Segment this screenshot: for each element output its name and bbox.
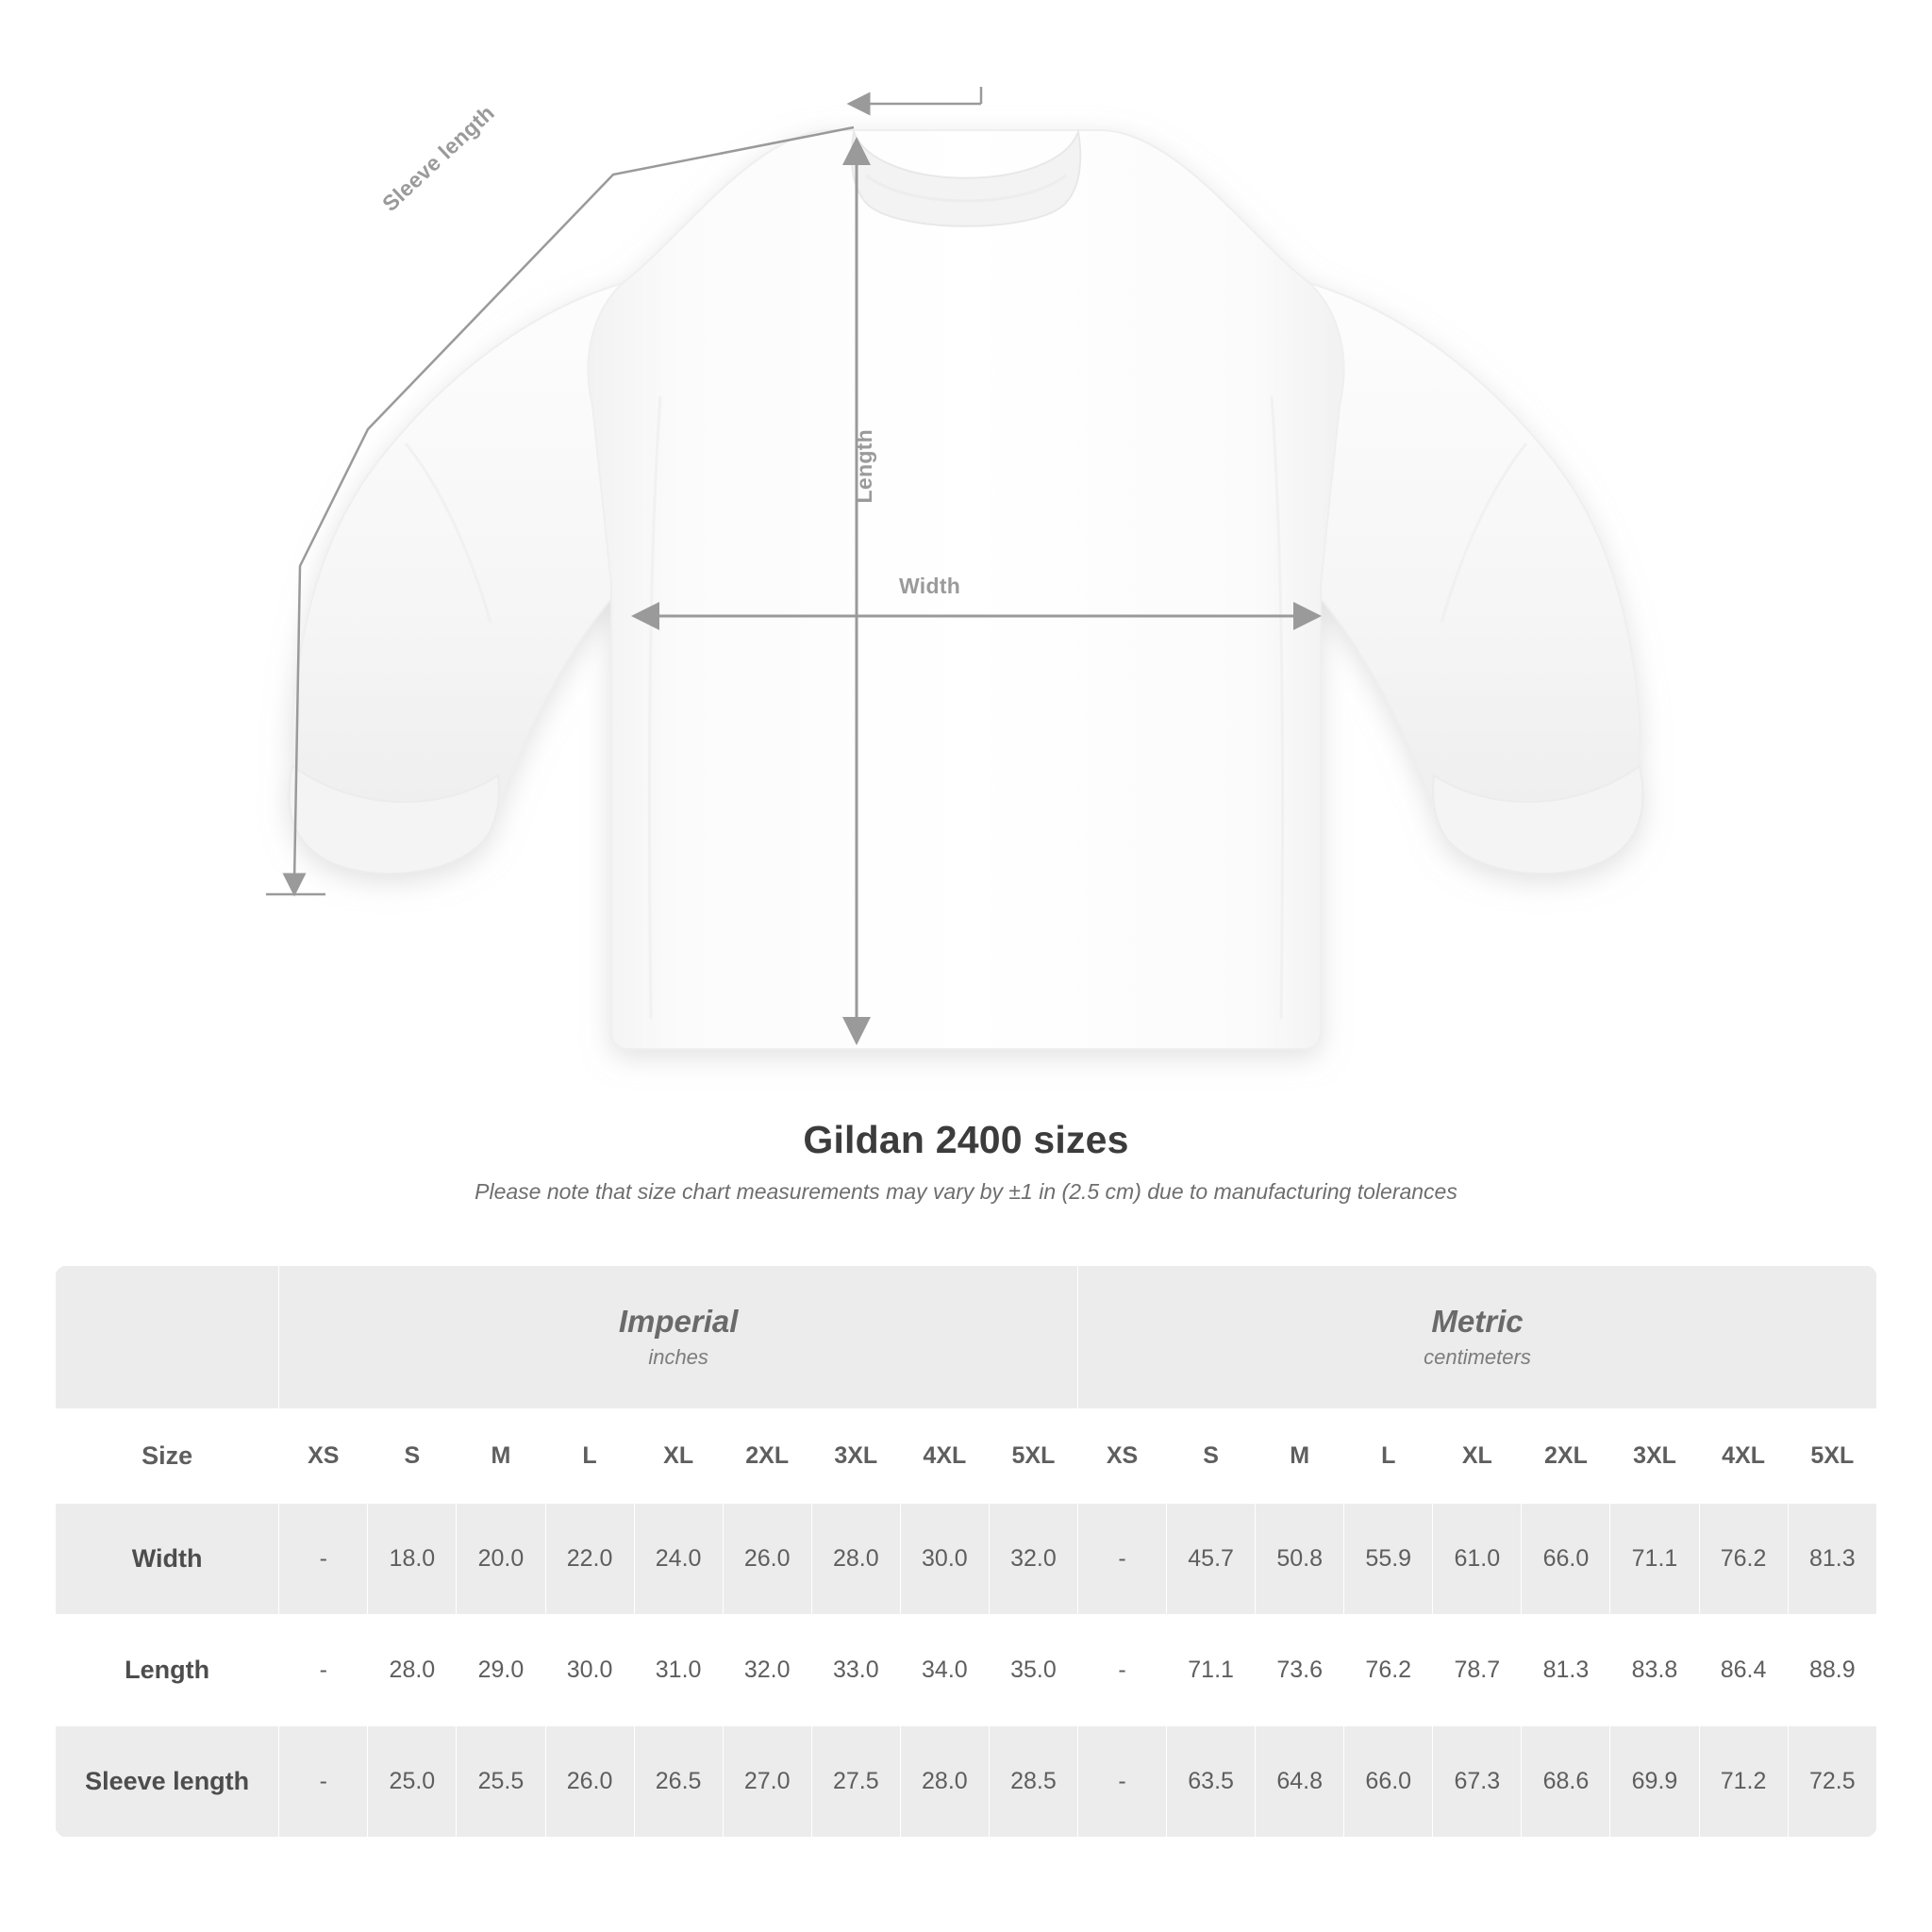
cell-width-metric-5xl: 81.3: [1788, 1504, 1876, 1615]
page-title: Gildan 2400 sizes: [803, 1118, 1129, 1161]
size-header-imperial-3xl: 3XL: [811, 1409, 900, 1504]
size-header-imperial-l: L: [545, 1409, 634, 1504]
cell-length-metric-xs: -: [1077, 1615, 1166, 1726]
unit-header-metric: [1077, 1266, 1876, 1409]
cell-sleeve-metric-xl: 67.3: [1433, 1726, 1522, 1838]
cell-length-metric-2xl: 81.3: [1522, 1615, 1610, 1726]
cell-sleeve-imperial-5xl: 28.5: [989, 1726, 1077, 1838]
row-label-length: Length: [56, 1615, 279, 1726]
size-header-metric-xs: XS: [1077, 1409, 1166, 1504]
cell-length-metric-l: 76.2: [1344, 1615, 1433, 1726]
size-header-metric-m: M: [1256, 1409, 1344, 1504]
cell-sleeve-imperial-xs: -: [279, 1726, 368, 1838]
size-header-metric-l: L: [1344, 1409, 1433, 1504]
cell-length-imperial-l: 30.0: [545, 1615, 634, 1726]
cell-sleeve-imperial-3xl: 27.5: [811, 1726, 900, 1838]
cell-sleeve-imperial-s: 25.0: [368, 1726, 457, 1838]
size-header-metric-s: S: [1167, 1409, 1256, 1504]
unit-header-spacer: [56, 1266, 279, 1409]
cell-width-imperial-s: 18.0: [368, 1504, 457, 1615]
sleeve-length-dimension-label: Sleeve length: [377, 100, 500, 217]
cell-width-metric-l: 55.9: [1344, 1504, 1433, 1615]
unit-name-imperial: Imperial: [618, 1304, 739, 1340]
cell-sleeve-metric-2xl: 68.6: [1522, 1726, 1610, 1838]
cell-length-metric-5xl: 88.9: [1788, 1615, 1876, 1726]
cell-width-imperial-5xl: 32.0: [989, 1504, 1077, 1615]
cell-sleeve-metric-m: 64.8: [1256, 1726, 1344, 1838]
cell-length-imperial-s: 28.0: [368, 1615, 457, 1726]
cell-sleeve-imperial-m: 25.5: [457, 1726, 545, 1838]
unit-name-metric: Metric: [1431, 1304, 1524, 1340]
cell-length-imperial-xl: 31.0: [634, 1615, 723, 1726]
size-header-imperial-m: M: [457, 1409, 545, 1504]
cell-sleeve-metric-s: 63.5: [1167, 1726, 1256, 1838]
size-header-metric-5xl: 5XL: [1788, 1409, 1876, 1504]
table-row: [56, 1726, 1877, 1838]
size-header-imperial-xl: XL: [634, 1409, 723, 1504]
cell-width-imperial-l: 22.0: [545, 1504, 634, 1615]
cell-sleeve-imperial-xl: 26.5: [634, 1726, 723, 1838]
cell-sleeve-metric-3xl: 69.9: [1610, 1726, 1699, 1838]
unit-header-row: [56, 1266, 1877, 1409]
width-dimension-label: Width: [899, 574, 961, 598]
cell-sleeve-metric-5xl: 72.5: [1788, 1726, 1876, 1838]
cell-width-metric-xs: -: [1077, 1504, 1166, 1615]
cell-width-imperial-4xl: 30.0: [900, 1504, 989, 1615]
cell-length-metric-s: 71.1: [1167, 1615, 1256, 1726]
size-header-metric-4xl: 4XL: [1699, 1409, 1788, 1504]
unit-sub-metric: centimeters: [1424, 1344, 1531, 1369]
cell-sleeve-imperial-4xl: 28.0: [900, 1726, 989, 1838]
tolerance-note: Please note that size chart measurements may vary by ±1 in (2.5 cm) due to manufacturing tolerances: [475, 1179, 1457, 1204]
size-header-imperial-4xl: 4XL: [900, 1409, 989, 1504]
cell-sleeve-metric-4xl: 71.2: [1699, 1726, 1788, 1838]
cell-width-metric-s: 45.7: [1167, 1504, 1256, 1615]
size-header-metric-2xl: 2XL: [1522, 1409, 1610, 1504]
cell-width-metric-3xl: 71.1: [1610, 1504, 1699, 1615]
cell-length-metric-xl: 78.7: [1433, 1615, 1522, 1726]
cell-length-imperial-3xl: 33.0: [811, 1615, 900, 1726]
cell-length-metric-3xl: 83.8: [1610, 1615, 1699, 1726]
table-row: [56, 1504, 1877, 1615]
unit-sub-imperial: inches: [648, 1344, 708, 1369]
size-header-row: [56, 1409, 1877, 1504]
chart-title-block: [0, 1118, 1932, 1205]
cell-width-metric-4xl: 76.2: [1699, 1504, 1788, 1615]
size-header-imperial-5xl: 5XL: [989, 1409, 1077, 1504]
cell-width-imperial-3xl: 28.0: [811, 1504, 900, 1615]
cell-width-imperial-2xl: 26.0: [723, 1504, 811, 1615]
row-label-width: Width: [56, 1504, 279, 1615]
row-label-sleeve-length: Sleeve length: [56, 1726, 279, 1838]
cell-width-imperial-xl: 24.0: [634, 1504, 723, 1615]
unit-header-imperial: [279, 1266, 1078, 1409]
cell-width-metric-xl: 61.0: [1433, 1504, 1522, 1615]
size-header-imperial-xs: XS: [279, 1409, 368, 1504]
cell-sleeve-metric-l: 66.0: [1344, 1726, 1433, 1838]
cell-length-imperial-m: 29.0: [457, 1615, 545, 1726]
table-row: [56, 1615, 1877, 1726]
cell-sleeve-metric-xs: -: [1077, 1726, 1166, 1838]
size-table-container: [55, 1265, 1877, 1838]
cell-length-imperial-4xl: 34.0: [900, 1615, 989, 1726]
cell-length-imperial-xs: -: [279, 1615, 368, 1726]
cell-sleeve-imperial-2xl: 27.0: [723, 1726, 811, 1838]
cell-width-metric-m: 50.8: [1256, 1504, 1344, 1615]
size-header-metric-xl: XL: [1433, 1409, 1522, 1504]
cell-width-imperial-xs: -: [279, 1504, 368, 1615]
size-header-metric-3xl: 3XL: [1610, 1409, 1699, 1504]
cell-length-metric-m: 73.6: [1256, 1615, 1344, 1726]
size-header-imperial-2xl: 2XL: [723, 1409, 811, 1504]
size-table: [55, 1265, 1877, 1838]
cell-length-imperial-2xl: 32.0: [723, 1615, 811, 1726]
cell-width-metric-2xl: 66.0: [1522, 1504, 1610, 1615]
cell-length-metric-4xl: 86.4: [1699, 1615, 1788, 1726]
cell-width-imperial-m: 20.0: [457, 1504, 545, 1615]
size-header-label: Size: [56, 1409, 279, 1504]
cell-length-imperial-5xl: 35.0: [989, 1615, 1077, 1726]
size-header-imperial-s: S: [368, 1409, 457, 1504]
cell-sleeve-imperial-l: 26.0: [545, 1726, 634, 1838]
length-dimension-label: Length: [852, 429, 876, 504]
